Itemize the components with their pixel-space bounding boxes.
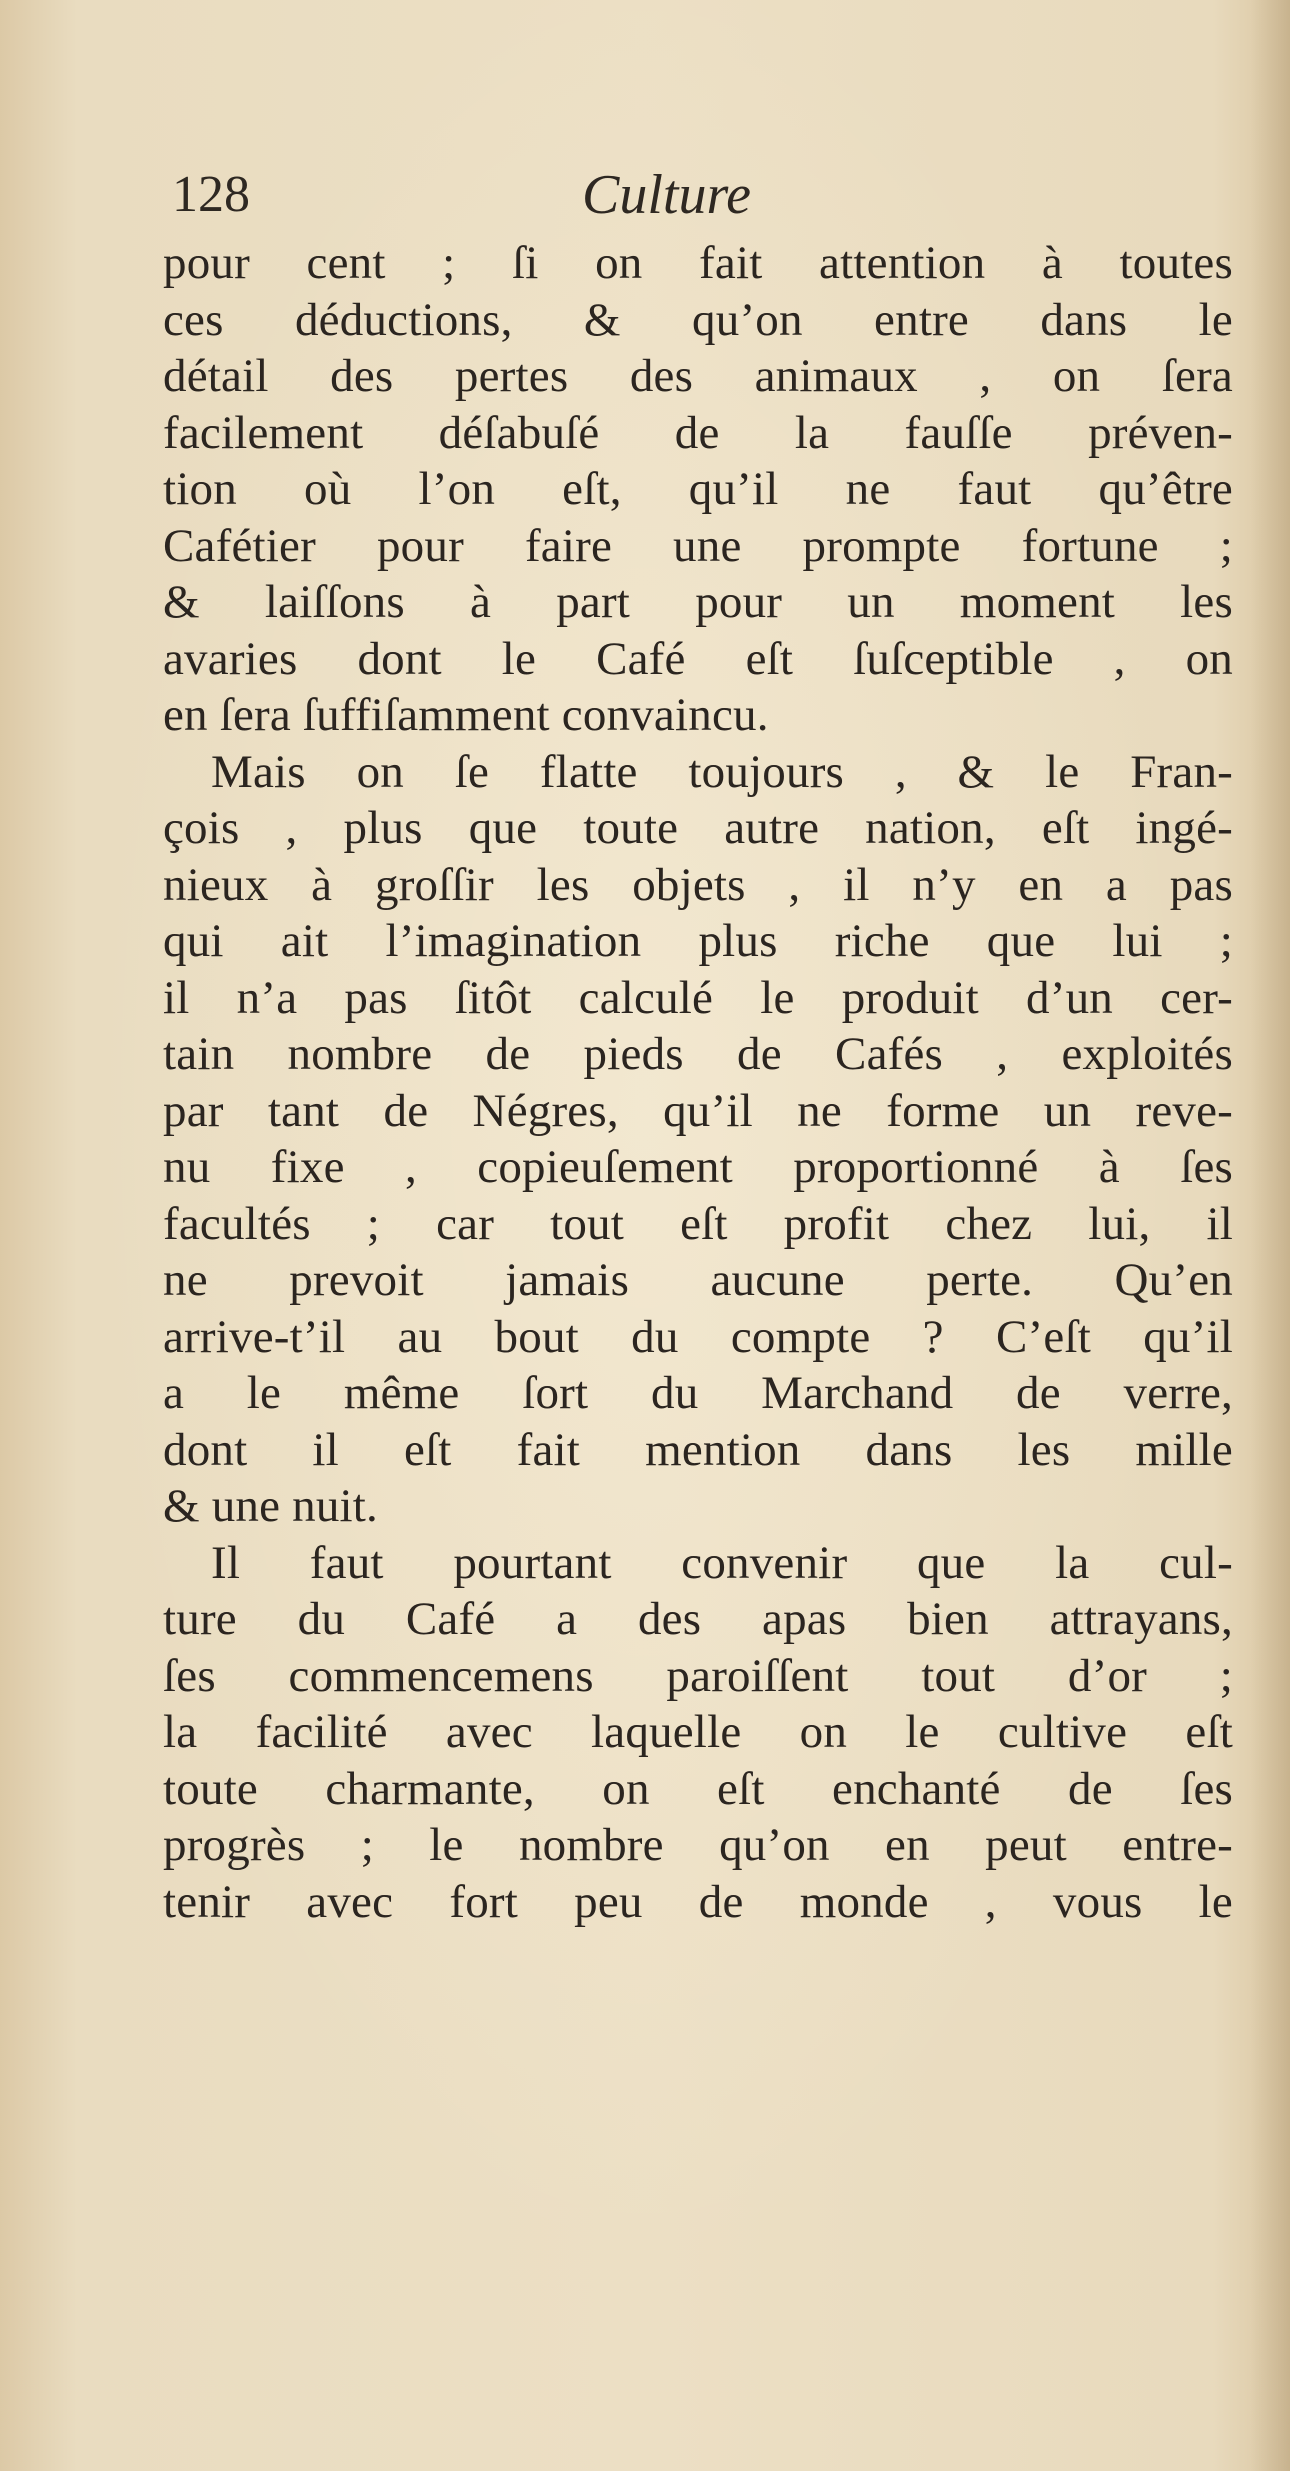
running-title: Culture xyxy=(582,164,752,226)
text-line: ne prevoit jamais aucune perte. Qu’en xyxy=(163,1254,1233,1306)
body-text xyxy=(163,235,1233,1930)
text-line: dont il eſt fait mention dans les mille xyxy=(163,1423,1233,1476)
text-line: çois , plus que toute autre nation, eſt ingé- xyxy=(163,802,1233,854)
text-line: en ſera ſuffiſamment convaincu. xyxy=(163,689,769,741)
text-line: Cafétier pour faire une prompte fortune ; xyxy=(163,519,1233,572)
text-line: avaries dont le Café eſt ſuſceptible , on xyxy=(163,632,1233,685)
text-line: toute charmante, on eſt enchanté de ſes xyxy=(163,1762,1233,1815)
text-line: la facilité avec laquelle on le cultive eſt xyxy=(163,1706,1233,1758)
text-line: progrès ; le nombre qu’on en peut entre- xyxy=(163,1819,1233,1871)
text-line: pour cent ; ſi on fait attention à toutes xyxy=(163,237,1233,289)
text-line: nieux à groſſir les objets , il n’y en a pas xyxy=(163,858,1233,911)
text-line: Mais on ſe flatte toujours , & le Fran- xyxy=(211,745,1233,798)
text-line: tion où l’on eſt, qu’il ne faut qu’être xyxy=(163,463,1233,515)
text-line: facilement déſabuſé de la fauſſe préven- xyxy=(163,406,1233,459)
text-line: & une nuit. xyxy=(163,1480,378,1532)
text-line: ture du Café a des apas bien attrayans, xyxy=(163,1593,1233,1645)
text-line: tain nombre de pieds de Cafés , exploités xyxy=(163,1028,1233,1080)
text-line: tenir avec fort peu de monde , vous le xyxy=(163,1875,1233,1928)
text-line: facultés ; car tout eſt profit chez lui, il xyxy=(163,1197,1233,1250)
page-number: 128 xyxy=(172,166,250,223)
text-line: & laiſſons à part pour un moment les xyxy=(163,576,1233,628)
paragraph-3 xyxy=(163,1535,1233,1931)
text-line: arrive-t’il au bout du compte ? C’eſt qu’il xyxy=(163,1310,1233,1363)
text-line: il n’a pas ſitôt calculé le produit d’un cer- xyxy=(163,971,1233,1024)
text-line: a le même ſort du Marchand de verre, xyxy=(163,1367,1233,1419)
text-line: ſes commencemens paroiſſent tout d’or ; xyxy=(163,1649,1233,1702)
text-line: par tant de Négres, qu’il ne forme un reve- xyxy=(163,1084,1233,1137)
paragraph-2 xyxy=(163,744,1233,1535)
running-head xyxy=(172,165,1202,225)
paragraph-1 xyxy=(163,235,1233,744)
text-line: ces déductions, & qu’on entre dans le xyxy=(163,293,1233,346)
text-line: qui ait l’imagination plus riche que lui ; xyxy=(163,915,1233,967)
text-line: détail des pertes des animaux , on ſera xyxy=(163,350,1233,402)
text-line: Il faut pourtant convenir que la cul- xyxy=(211,1536,1233,1589)
text-line: nu fixe , copieuſement proportionné à ſes xyxy=(163,1141,1233,1193)
page-edge-shadow xyxy=(1250,0,1290,2471)
